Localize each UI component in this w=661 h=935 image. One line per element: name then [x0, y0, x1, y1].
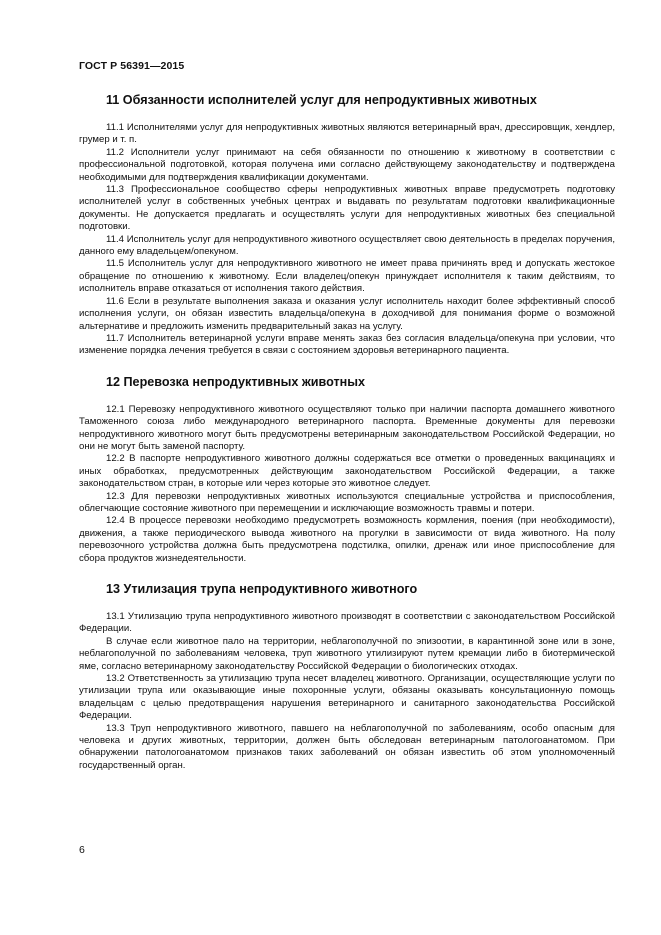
paragraph: 13.2 Ответственность за утилизацию трупа несет владелец животного. Организации, осуществляющие услуги по утилизации трупа или оказывающие иные похоронные услуги, обязаны оказывать консультационную помощь владельцам с целью предотвращения нарушения ветеринарного и санитарного законодательства Российской Федерации.: [79, 673, 615, 722]
paragraph: 11.3 Профессиональное сообщество сферы непродуктивных животных вправе предусмотреть подготовку исполнителей услуг в собственных учебных центрах и выдавать по результатам подготовки квалификационные документы. Не допускается предлагать и осуществлять услуги для непродуктивных животных без специальной подготовки.: [79, 184, 615, 233]
section-title: 12 Перевозка непродуктивных животных: [106, 374, 365, 389]
paragraph: 11.4 Исполнитель услуг для непродуктивного животного осуществляет свою деятельность в пределах поручения, данного ему владельцем/опекуном.: [79, 233, 615, 258]
paragraph: 11.2 Исполнители услуг принимают на себя обязанности по отношению к животному в соответствии с профессиональной подготовкой, которая получена ими согласно действующему законодательству и подтверждена необходимыми для подтверждения квалификации документами.: [79, 146, 615, 183]
paragraph: В случае если животное пало на территории, неблагополучной по эпизоотии, в карантинной зоне или в зоне, неблагополучной по заболеваниям человека, труп животного утилизируют путем кремации либо в биотермической яме, согласно ветеринарному законодательству Российской Федерации о биологических отходах.: [79, 635, 615, 672]
paragraph: 11.5 Исполнитель услуг для непродуктивного животного не имеет права причинять вред и допускать жестокое обращение по отношению к животному. Если владелец/опекун принуждает исполнителя к таким действиям, то исполнитель вправе отказаться от исполнения такого действия.: [79, 258, 615, 295]
paragraph: 12.3 Для перевозки непродуктивных животных используются специальные устройства и приспособления, облегчающие состояние животного при перемещении и исключающие возможность травмы и потери.: [79, 490, 615, 514]
paragraph: 13.1 Утилизацию трупа непродуктивного животного производят в соответствии с законодательством Российской Федерации.: [79, 611, 615, 635]
section-12: [79, 374, 615, 565]
paragraph: 11.6 Если в результате выполнения заказа и оказания услуг исполнитель находит более эффективный способ исполнения услуги, он обязан известить владельца/опекуна в доходчивой для понимания форме о возможной альтернативе и предложить изменить предварительный заказ на услугу.: [79, 295, 615, 332]
section-13: [79, 581, 615, 772]
paragraph: 11.1 Исполнителями услуг для непродуктивных животных являются ветеринарный врач, дрессировщик, хендлер, грумер и т. п.: [79, 122, 615, 146]
section-11: [79, 92, 615, 358]
paragraph: 13.3 Труп непродуктивного животного, павшего на неблагополучной по заболеваниям, особо опасным для человека и других животных, территории, должен быть обследован ветеринарным патологоанатомом. При обнаружении патологоанатомом признаков таких заболеваний он обязан известить об этом уполномоченный государственный орган.: [79, 722, 615, 771]
page-number: 6: [79, 844, 85, 856]
document-id-header: ГОСТ Р 56391—2015: [79, 60, 185, 72]
section-title: 13 Утилизация трупа непродуктивного животного: [106, 582, 418, 596]
paragraph: 12.1 Перевозку непродуктивного животного осуществляют только при наличии паспорта домашнего животного Таможенного союза либо международного ветеринарного паспорта. Временные документы для перевозки непродуктивного животного могут быть предусмотрены ветеринарным законодательством Российской Федерации, но они не могут быть заменой паспорту.: [79, 403, 615, 452]
paragraph: 12.4 В процессе перевозки необходимо предусмотреть возможность кормления, поения (при необходимости), движения, а также периодического вывода животного на прогулки в зависимости от вида животного. На полу перевозочного устройства должна быть предусмотрена подстилка, опилки, дренаж или иное приспособление для сбора продуктов жизнедеятельности.: [79, 515, 615, 564]
document-body: [79, 92, 615, 772]
paragraph: 12.2 В паспорте непродуктивного животного должны содержаться все отметки о проведенных вакцинациях и иных обработках, предусмотренных действующим законодательством Российской Федерации, а также законодательством стран, в которые или через которые это животное следует.: [79, 453, 615, 490]
paragraph: 11.7 Исполнитель ветеринарной услуги вправе менять заказ без согласия владельца/опекуна при условии, что изменение порядка лечения требуется в связи с состоянием здоровья ветеринарного пациента.: [79, 332, 615, 357]
section-title: 11 Обязанности исполнителей услуг для непродуктивных животных: [106, 93, 537, 107]
